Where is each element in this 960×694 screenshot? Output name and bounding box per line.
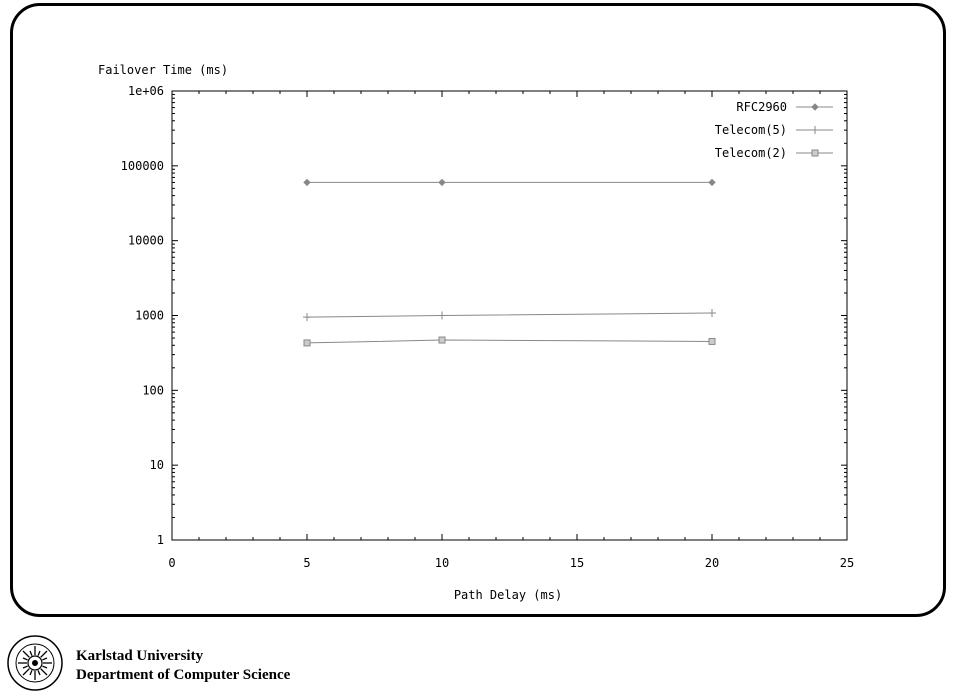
legend-label: Telecom(2) (714, 146, 787, 160)
university-name: Karlstad University (76, 648, 204, 664)
legend-marker (812, 150, 818, 156)
data-point (304, 340, 310, 346)
data-point (438, 312, 446, 320)
footer (6, 634, 326, 692)
y-axis-title: Failover Time (ms) (98, 63, 229, 77)
legend-label: RFC2960 (736, 100, 787, 114)
y-tick-label: 100000 (120, 158, 164, 173)
data-point (709, 179, 715, 185)
y-tick-label: 1 (156, 533, 164, 547)
series-layer (303, 179, 716, 345)
x-axis-title: Path Delay (ms) (453, 588, 563, 602)
data-point (303, 313, 311, 321)
series-1 (303, 309, 716, 321)
series-0 (304, 179, 715, 185)
y-tick-label: 1e+06 (127, 84, 164, 98)
y-tick-label: 1000 (135, 308, 164, 323)
university-seal-logo (6, 634, 64, 692)
department-name: Department of Computer Science (76, 667, 291, 683)
series-line (307, 313, 712, 317)
series-line (307, 340, 712, 343)
series-2 (304, 337, 715, 346)
data-point (304, 179, 310, 185)
x-tick-label: 20 (704, 556, 720, 570)
x-tick-label: 15 (569, 556, 585, 570)
x-tick-label: 0 (168, 556, 176, 570)
legend-marker (812, 104, 818, 110)
legend-label: Telecom(5) (714, 123, 787, 137)
legend-marker (811, 126, 819, 134)
y-tick-label: 10000 (127, 233, 164, 248)
x-tick-label: 10 (434, 556, 450, 570)
y-tick-label: 10 (149, 458, 164, 473)
data-point (439, 337, 445, 343)
data-point (439, 179, 445, 185)
y-tick-label: 100 (142, 383, 164, 398)
data-point (709, 338, 715, 344)
x-tick-label: 5 (303, 556, 311, 570)
data-point (708, 309, 716, 317)
legend (715, 100, 833, 160)
x-tick-label: 25 (839, 556, 855, 570)
